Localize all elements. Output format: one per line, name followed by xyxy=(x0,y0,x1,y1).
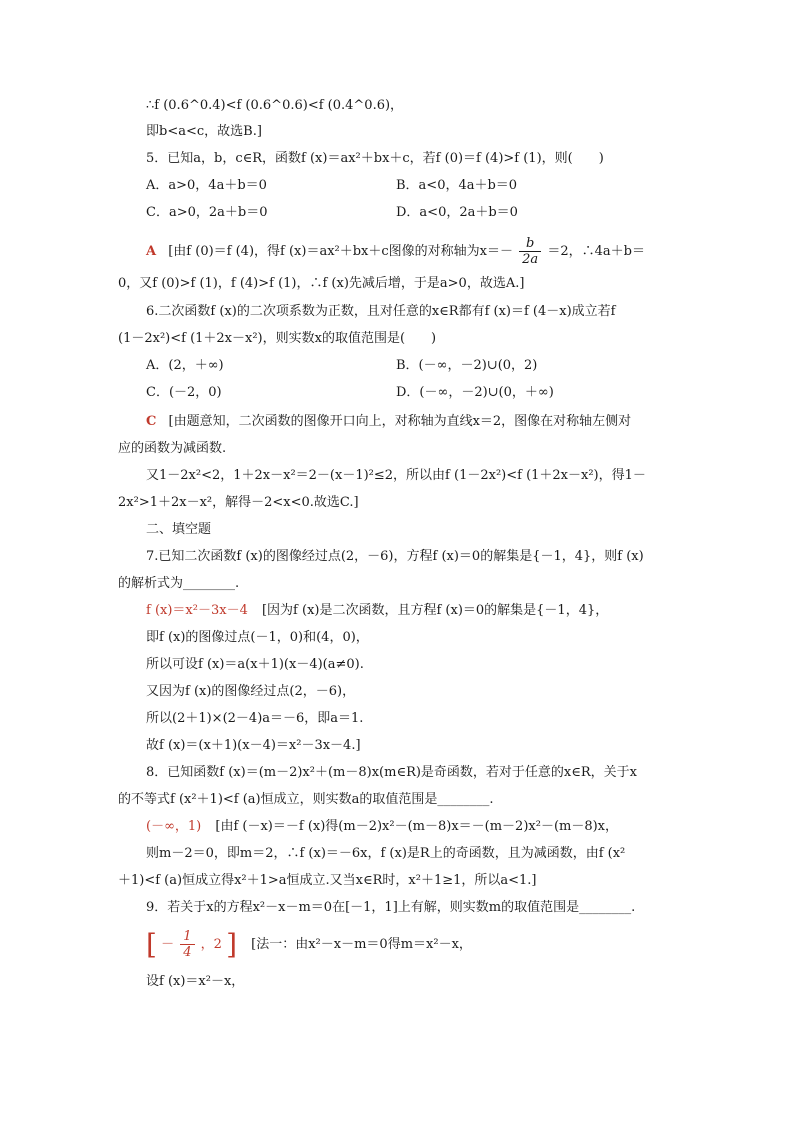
text-line: 又因为f (x)的图像经过点(2，－6)， xyxy=(146,684,356,699)
text-line: 所以可设f (x)＝a(x＋1)(x－4)(a≠0). xyxy=(146,657,364,672)
answer-value: (－∞，1) xyxy=(146,819,202,834)
text-line: ＋1)<f (a)恒成立得x²＋1>a恒成立.又当x∈R时，x²＋1≥1，所以a<1.] xyxy=(118,873,537,888)
question-8-cont: 的不等式f (x²＋1)<f (a)恒成立，则实数a的取值范围是________. xyxy=(118,792,494,807)
choice-d: D．a<0，2a＋b＝0 xyxy=(396,205,518,220)
answer-text: [由f (0)＝f (4)，得f (x)＝ax²＋bx＋c图像的对称轴为x＝－ xyxy=(168,244,514,259)
choice-b: B．(－∞，－2)∪(0，2) xyxy=(396,358,538,373)
left-bracket: [ xyxy=(146,927,157,961)
fraction-denominator: 2a xyxy=(522,252,539,267)
answer-5-line xyxy=(146,236,645,267)
answer-letter: A xyxy=(146,244,157,259)
question-7: 7.已知二次函数f (x)的图像经过点(2，－6)，方程f (x)＝0的解集是{－1，4}，则f (x) xyxy=(146,549,644,564)
interval-upper: ，2 xyxy=(200,937,222,952)
answer-text: ＝2，∴4a＋b＝ xyxy=(547,244,645,259)
text-line: 2x²>1＋2x－x²，解得－2<x<0.故选C.] xyxy=(118,495,359,510)
choice-a: A．(2，＋∞) xyxy=(146,358,224,373)
choice-row xyxy=(146,356,538,376)
text-line: 又1－2x²<2，1＋2x－x²＝2－(x－1)²≤2，所以由f (1－2x²)<f (1＋2x－x²)，得1－ xyxy=(146,468,646,483)
question-7-cont: 的解析式为________. xyxy=(118,576,240,591)
question-9: 9．若关于x的方程x²－x－m＝0在[－1，1]上有解，则实数m的取值范围是________. xyxy=(146,900,636,915)
text-line: 故f (x)＝(x＋1)(x－4)＝x²－3x－4.] xyxy=(146,738,361,753)
question-8: 8．已知函数f (x)＝(m－2)x²＋(m－8)x(m∈R)是奇函数，若对于任意的x∈R，关于x xyxy=(146,765,638,780)
answer-value xyxy=(146,927,241,961)
choice-b: B．a<0，4a＋b＝0 xyxy=(396,178,518,193)
answer-letter: C xyxy=(146,414,157,429)
question-6: 6.二次函数f (x)的二次项系数为正数，且对任意的x∈R都有f (x)＝f (4－x)成立若f xyxy=(146,304,616,319)
fraction xyxy=(180,929,194,960)
fraction-denominator: 4 xyxy=(183,945,192,960)
fraction xyxy=(519,236,541,267)
right-bracket: ] xyxy=(226,927,238,961)
answer-7-line xyxy=(146,601,608,621)
choice-row xyxy=(146,176,518,196)
question-6-cont: (1－2x²)<f (1＋2x－x²)，则实数x的取值范围是( ) xyxy=(118,331,437,346)
choice-row xyxy=(146,383,554,403)
choice-c: C．(－2，0) xyxy=(146,385,222,400)
choice-a: A．a>0，4a＋b＝0 xyxy=(146,178,267,193)
answer-value: f (x)＝x²－3x－4 xyxy=(146,603,248,618)
choice-d: D．(－∞，－2)∪(0，＋∞) xyxy=(396,385,554,400)
answer-text: [由题意知，二次函数的图像开口向上，对称轴为直线x＝2，图像在对称轴左侧对 xyxy=(168,414,632,429)
fraction-numerator: b xyxy=(519,236,541,252)
text-line: 0，又f (0)>f (1)，f (4)>f (1)，∴f (x)先减后增，于是a>0，故选A.] xyxy=(118,276,525,291)
answer-text: [因为f (x)是二次函数，且方程f (x)＝0的解集是{－1，4}， xyxy=(261,603,609,618)
answer-9-line xyxy=(146,928,472,962)
text-line: 则m－2＝0，即m＝2，∴f (x)＝－6x，f (x)是R上的奇函数，且为减函数，由f (x² xyxy=(146,846,626,861)
text-line: ∴f (0.6^0.4)<f (0.6^0.6)<f (0.4^0.6)， xyxy=(146,98,404,113)
answer-8-line xyxy=(146,817,618,837)
answer-text: [由f (－x)＝－f (x)得(m－2)x²－(m－8)x＝－(m－2)x²－(m－8)x， xyxy=(215,819,619,834)
minus-sign: － xyxy=(161,937,175,952)
text-line: 即f (x)的图像过点(－1，0)和(4，0)， xyxy=(146,630,369,645)
text-line: 所以(2＋1)×(2－4)a＝－6，即a＝1. xyxy=(146,711,364,726)
text-line: 应的函数为减函数. xyxy=(118,441,227,456)
text-line: 即b<a<c，故选B.] xyxy=(146,124,262,139)
choice-c: C．a>0，2a＋b＝0 xyxy=(146,205,268,220)
answer-6-line xyxy=(146,412,631,432)
text-line: 设f (x)＝x²－x， xyxy=(146,974,245,989)
choice-row xyxy=(146,203,518,223)
fraction-numerator: 1 xyxy=(180,929,194,945)
answer-text: [法一：由x²－x－m＝0得m＝x²－x， xyxy=(251,937,472,952)
section-heading: 二、填空题 xyxy=(146,522,212,537)
question-5: 5．已知a，b，c∈R，函数f (x)＝ax²＋bx＋c，若f (0)＝f (4)>f (1)，则( ) xyxy=(146,151,604,166)
